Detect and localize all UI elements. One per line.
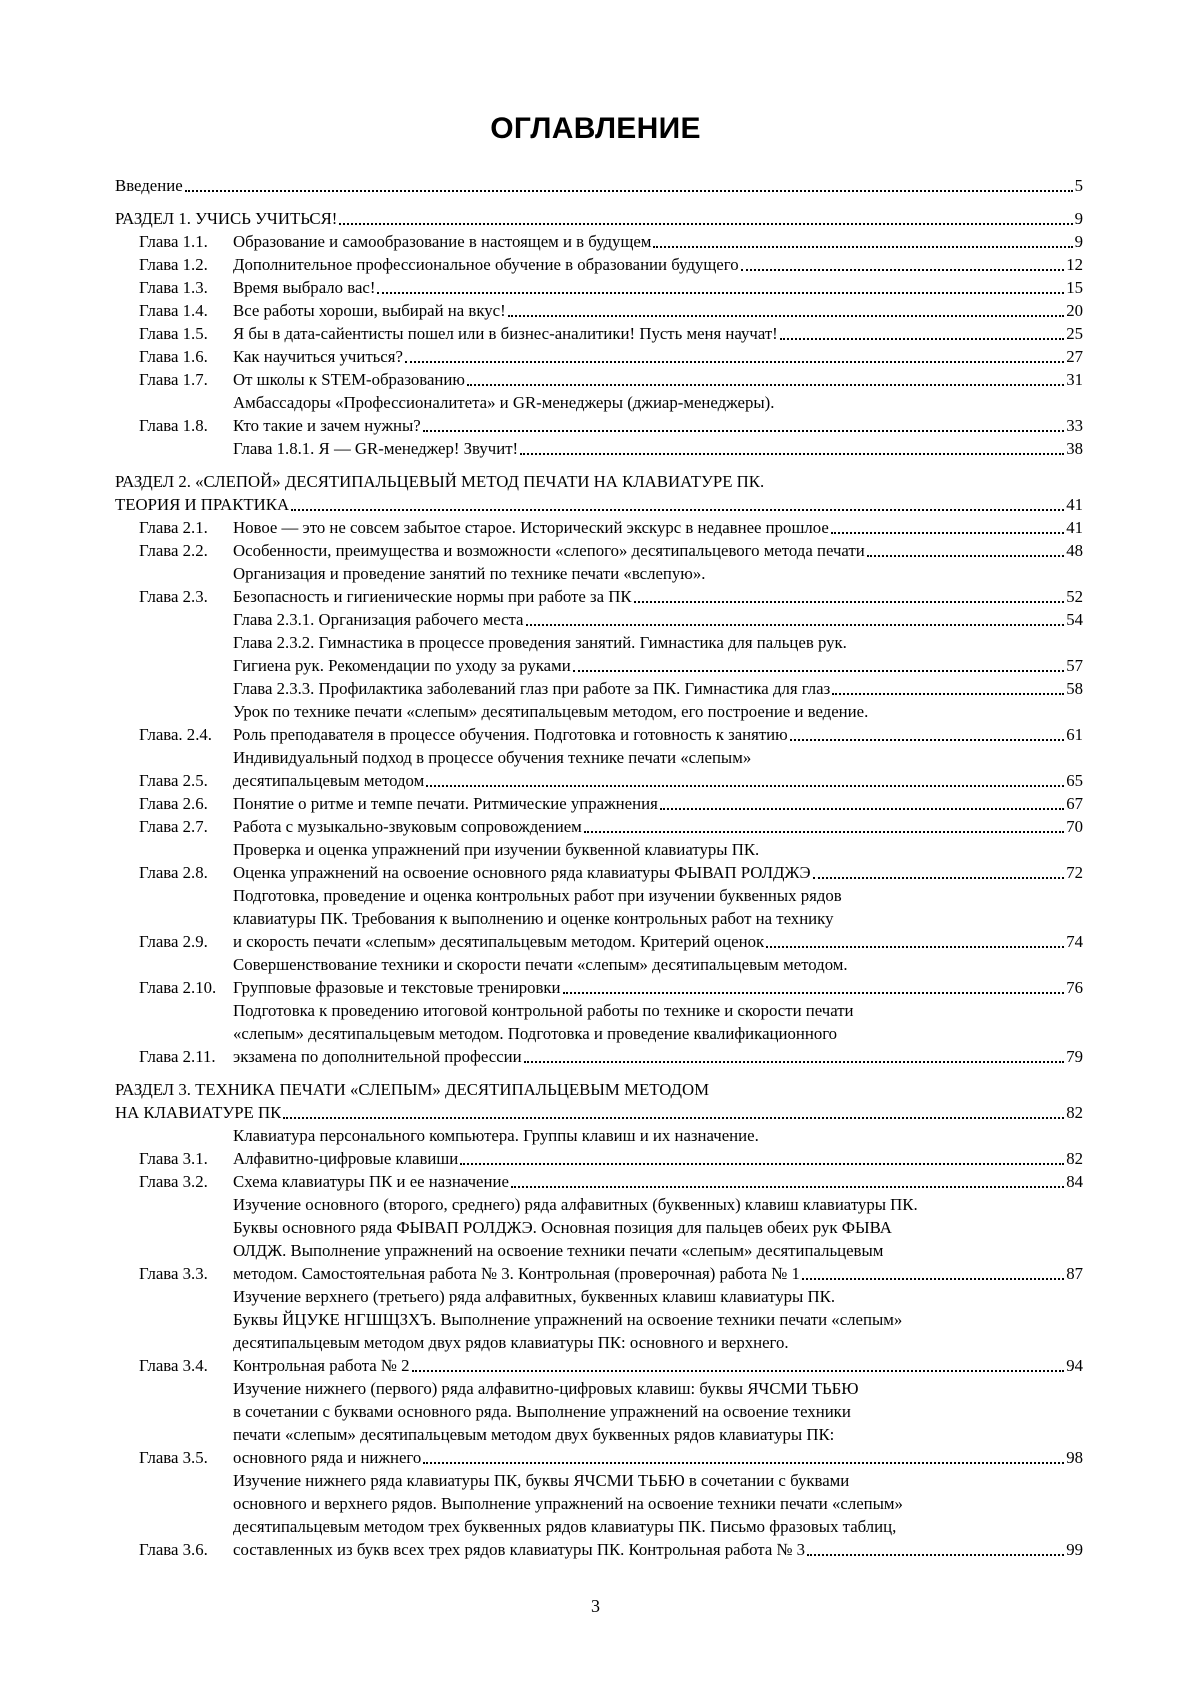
dot-leader [377, 292, 1064, 294]
toc-section-entry[interactable] [115, 470, 1083, 516]
dot-leader [426, 785, 1064, 787]
toc-page-number: 82 [1066, 1149, 1083, 1168]
toc-entry-text: ОЛДЖ. Выполнение упражнений на освоение техники печати «слепым» десятипальцевым [233, 1241, 884, 1260]
toc-entry-text: ТЕОРИЯ И ПРАКТИКА [115, 495, 290, 514]
toc-page-number: 52 [1066, 587, 1083, 606]
toc-entry-text: основного ряда и нижнего [233, 1448, 422, 1467]
toc-entry-text: Подготовка, проведение и оценка контрольных работ при изучении буквенных рядов [233, 886, 842, 905]
toc-entry-label: Глава 2.5. [139, 771, 208, 790]
toc-entry-text: Я бы в дата-сайентисты пошел или в бизнес-аналитики! Пусть меня научат! [233, 324, 778, 343]
dot-leader [813, 877, 1065, 879]
toc-page-number: 41 [1066, 518, 1083, 537]
toc-entry-label: Глава 1.2. [139, 255, 208, 274]
toc-page-number: 41 [1066, 495, 1083, 514]
toc-chapter-entry[interactable] [115, 230, 1083, 253]
toc-page-number: 58 [1066, 679, 1083, 698]
toc-chapter-entry[interactable] [115, 815, 1083, 838]
dot-leader [405, 361, 1064, 363]
dot-leader [653, 246, 1072, 248]
toc-entry-text: составленных из букв всех трех рядов клавиатуры ПК. Контрольная работа № 3 [233, 1540, 806, 1559]
toc-entry-text: Организация и проведение занятий по технике печати «вслепую». [233, 564, 706, 583]
toc-entry-text: Введение [115, 176, 183, 195]
toc-entry-text: Как научиться учиться? [233, 347, 403, 366]
toc-page-number: 72 [1066, 863, 1083, 882]
toc-entry-text: Глава 2.3.1. Организация рабочего места [233, 610, 524, 629]
toc-chapter-entry[interactable] [115, 276, 1083, 299]
dot-leader [563, 992, 1065, 994]
dot-leader [423, 430, 1064, 432]
toc-entry-label: Глава 2.7. [139, 817, 208, 836]
toc-section-entry[interactable] [115, 1078, 1083, 1124]
toc-entry-text: Оценка упражнений на освоение основного ряда клавиатуры ФЫВАП РОЛДЖЭ [233, 863, 811, 882]
toc-page-number: 27 [1066, 347, 1083, 366]
dot-leader [660, 808, 1064, 810]
toc-entry-text: НА КЛАВИАТУРЕ ПК [115, 1103, 282, 1122]
toc-page-number: 54 [1066, 610, 1083, 629]
toc-chapter-entry[interactable] [115, 322, 1083, 345]
dot-leader [832, 693, 1064, 695]
toc-entry-text: десятипальцевым методом двух рядов клавиатуры ПК: основного и верхнего. [233, 1333, 789, 1352]
toc-chapter-entry[interactable] [115, 1124, 1083, 1170]
toc-entry-label: Глава 2.10. [139, 978, 217, 997]
toc-entry-label: Глава 3.6. [139, 1540, 208, 1559]
toc-chapter-entry[interactable] [115, 516, 1083, 539]
toc-page-number: 48 [1066, 541, 1083, 560]
toc-entry-label: Глава 3.2. [139, 1172, 208, 1191]
dot-leader [766, 946, 1064, 948]
toc-entry-text: РАЗДЕЛ 2. «СЛЕПОЙ» ДЕСЯТИПАЛЬЦЕВЫЙ МЕТОД ПЕЧАТИ НА КЛАВИАТУРЕ ПК. [115, 472, 765, 491]
dot-leader [511, 1186, 1064, 1188]
toc-chapter-entry[interactable] [115, 792, 1083, 815]
toc-chapter-entry[interactable] [115, 1377, 1083, 1469]
dot-leader [283, 1117, 1064, 1119]
toc-entry-text: РАЗДЕЛ 3. ТЕХНИКА ПЕЧАТИ «СЛЕПЫМ» ДЕСЯТИПАЛЬЦЕВЫМ МЕТОДОМ [115, 1080, 710, 1099]
toc-entry-label: Глава 3.3. [139, 1264, 208, 1283]
toc-entry-label: Глава 2.6. [139, 794, 208, 813]
toc-entry-text: Изучение верхнего (третьего) ряда алфавитных, буквенных клавиш клавиатуры ПК. [233, 1287, 836, 1306]
toc-entry-text: Гигиена рук. Рекомендации по уходу за руками [233, 656, 571, 675]
toc-entry-label: Глава 1.8. [139, 416, 208, 435]
dot-leader [573, 670, 1065, 672]
toc-entry-text: Глава 2.3.3. Профилактика заболеваний глаз при работе за ПК. Гимнастика для глаз [233, 679, 831, 698]
toc-entry-text: Клавиатура персонального компьютера. Группы клавиш и их назначение. [233, 1126, 759, 1145]
toc-chapter-entry[interactable] [115, 677, 1083, 700]
toc-entry-text: От школы к STEM-образованию [233, 370, 465, 389]
toc-entry-label: Глава 1.4. [139, 301, 208, 320]
page-title: ОГЛАВЛЕНИЕ [490, 112, 701, 145]
toc-section-entry[interactable] [115, 207, 1083, 230]
toc-entry-text: в сочетании с буквами основного ряда. Выполнение упражнений на освоение техники [233, 1402, 851, 1421]
toc-entry-text: Роль преподавателя в процессе обучения. Подготовка и готовность к занятию [233, 725, 788, 744]
toc-page-number: 57 [1066, 656, 1083, 675]
toc-entry-text: Изучение основного (второго, среднего) ряда алфавитных (буквенных) клавиш клавиатуры ПК. [233, 1195, 918, 1214]
toc-chapter-entry[interactable] [115, 608, 1083, 631]
toc-entry-text: Схема клавиатуры ПК и ее назначение [233, 1172, 509, 1191]
page-number: 3 [591, 1596, 600, 1616]
toc-chapter-entry[interactable] [115, 1193, 1083, 1285]
toc-entry-text: экзамена по дополнительной профессии [233, 1047, 522, 1066]
toc-entry-text: Кто такие и зачем нужны? [233, 416, 421, 435]
toc-page-number: 84 [1066, 1172, 1083, 1191]
dot-leader [524, 1061, 1065, 1063]
toc-entry-text: Глава 1.8.1. Я — GR-менеджер! Звучит! [233, 439, 519, 458]
toc-entry-text: Работа с музыкально-звуковым сопровождением [233, 817, 582, 836]
dot-leader [526, 624, 1065, 626]
toc-chapter-entry[interactable] [115, 391, 1083, 437]
toc-entry-text: Индивидуальный подход в процессе обучения технике печати «слепым» [233, 748, 752, 767]
toc-chapter-entry[interactable] [115, 368, 1083, 391]
toc-entry-text: Новое — это не совсем забытое старое. Исторический экскурс в недавнее прошлое [233, 518, 829, 537]
dot-leader [460, 1163, 1064, 1165]
dot-leader [412, 1370, 1065, 1372]
toc-chapter-entry[interactable] [115, 1170, 1083, 1193]
toc-page-number: 65 [1066, 771, 1083, 790]
toc-entry-text: Изучение нижнего (первого) ряда алфавитно-цифровых клавиш: буквы ЯЧСМИ ТЬБЮ [233, 1379, 859, 1398]
toc-entry-text: Глава 2.3.2. Гимнастика в процессе проведения занятий. Гимнастика для пальцев рук. [233, 633, 847, 652]
dot-leader [790, 739, 1065, 741]
toc-page-number: 31 [1066, 370, 1083, 389]
toc-entry-text: клавиатуры ПК. Требования к выполнению и оценке контрольных работ на технику [233, 909, 834, 928]
toc-entry-text: «слепым» десятипальцевым методом. Подготовка и проведение квалификационного [233, 1024, 838, 1043]
toc-chapter-entry[interactable] [115, 953, 1083, 999]
toc-page-number: 9 [1074, 209, 1083, 228]
toc-page-number: 5 [1074, 176, 1083, 195]
toc-entry-label: Глава 2.9. [139, 932, 208, 951]
dot-leader [423, 1462, 1064, 1464]
toc-chapter-entry[interactable] [115, 562, 1083, 608]
toc-page-number: 98 [1066, 1448, 1083, 1467]
toc-chapter-entry[interactable] [115, 345, 1083, 368]
toc-entry-label: Глава 1.1. [139, 232, 208, 251]
toc-entry-text: Контрольная работа № 2 [233, 1356, 410, 1375]
toc-page-number: 87 [1066, 1264, 1083, 1283]
dot-leader [634, 601, 1065, 603]
toc-entry-label: Глава 3.4. [139, 1356, 208, 1375]
toc-entry-text: десятипальцевым методом трех буквенных рядов клавиатуры ПК. Письмо фразовых таблиц, [233, 1517, 897, 1536]
toc-entry-text: Дополнительное профессиональное обучение в образовании будущего [233, 255, 739, 274]
toc-entry-text: Проверка и оценка упражнений при изучении буквенной клавиатуры ПК. [233, 840, 760, 859]
toc-entry-label: Глава 1.7. [139, 370, 208, 389]
toc-page-number: 25 [1066, 324, 1083, 343]
toc-entry-label: Глава 3.5. [139, 1448, 208, 1467]
toc-entry-text: печати «слепым» десятипальцевым методом двух буквенных рядов клавиатуры ПК: [233, 1425, 835, 1444]
toc-section-entry[interactable] [115, 174, 1083, 197]
toc-entry-label: Глава 2.2. [139, 541, 208, 560]
toc-entry-text: Амбассадоры «Профессионалитета» и GR-менеджеры (джиар-менеджеры). [233, 393, 775, 412]
toc-chapter-entry[interactable] [115, 1469, 1083, 1561]
toc-page-number: 15 [1066, 278, 1083, 297]
toc-page-number: 74 [1066, 932, 1083, 951]
toc-chapter-entry[interactable] [115, 539, 1083, 562]
toc-entry-text: Буквы основного ряда ФЫВАП РОЛДЖЭ. Основная позиция для пальцев обеих рук ФЫВА [233, 1218, 892, 1237]
dot-leader [802, 1278, 1064, 1280]
toc-entry-text: Урок по технике печати «слепым» десятипальцевым методом, его построение и ведение. [233, 702, 869, 721]
toc-entry-text: Алфавитно-цифровые клавиши [233, 1149, 459, 1168]
dot-leader [831, 532, 1064, 534]
toc-chapter-entry[interactable] [115, 631, 1083, 677]
toc-entry-text: Особенности, преимущества и возможности «слепого» десятипальцевого метода печати [233, 541, 865, 560]
toc-entry-text: Буквы ЙЦУКЕ НГШЩЗХЪ. Выполнение упражнений на освоение техники печати «слепым» [233, 1310, 903, 1329]
dot-leader [508, 315, 1065, 317]
toc-page-number: 94 [1066, 1356, 1083, 1375]
toc-chapter-entry[interactable] [115, 700, 1083, 746]
toc-chapter-entry[interactable] [115, 999, 1083, 1068]
toc-page-number: 33 [1066, 416, 1083, 435]
toc-entry-text: основного и верхнего рядов. Выполнение упражнений на освоение техники печати «слепым» [233, 1494, 903, 1513]
dot-leader [185, 190, 1073, 192]
toc-entry-label: Глава 2.1. [139, 518, 208, 537]
toc-page-number: 76 [1066, 978, 1083, 997]
dot-leader [741, 269, 1065, 271]
dot-leader [780, 338, 1064, 340]
toc-page-number: 9 [1074, 232, 1083, 251]
dot-leader [520, 453, 1064, 455]
toc-page-number: 79 [1066, 1047, 1083, 1066]
toc-entry-text: Подготовка к проведению итоговой контрольной работы по технике и скорости печати [233, 1001, 854, 1020]
toc-page-number: 99 [1066, 1540, 1083, 1559]
toc-entry-label: Глава 1.6. [139, 347, 208, 366]
toc-entry-text: Образование и самообразование в настоящем и в будущем [233, 232, 652, 251]
toc-entry-text: Изучение нижнего ряда клавиатуры ПК, буквы ЯЧСМИ ТЬБЮ в сочетании с буквами [233, 1471, 850, 1490]
toc-entry-label: Глава 3.1. [139, 1149, 208, 1168]
toc-chapter-entry[interactable] [115, 838, 1083, 884]
toc-entry-text: методом. Самостоятельная работа № 3. Контрольная (проверочная) работа № 1 [233, 1264, 800, 1283]
toc-chapter-entry[interactable] [115, 437, 1083, 460]
toc-page-number: 12 [1066, 255, 1083, 274]
toc-entry-label: Глава 2.11. [139, 1047, 216, 1066]
toc-entry-text: РАЗДЕЛ 1. УЧИСЬ УЧИТЬСЯ! [115, 209, 338, 228]
toc-page-number: 38 [1066, 439, 1083, 458]
dot-leader [867, 555, 1064, 557]
toc-entry-label: Глава 1.5. [139, 324, 208, 343]
toc-chapter-entry[interactable] [115, 1285, 1083, 1377]
toc-entry-text: Групповые фразовые и текстовые тренировки [233, 978, 561, 997]
toc-entry-text: Понятие о ритме и темпе печати. Ритмические упражнения [233, 794, 658, 813]
toc-chapter-entry[interactable] [115, 884, 1083, 953]
toc-chapter-entry[interactable] [115, 253, 1083, 276]
toc-chapter-entry[interactable] [115, 746, 1083, 792]
toc-entry-text: Все работы хороши, выбирай на вкус! [233, 301, 506, 320]
toc-page-number: 61 [1066, 725, 1083, 744]
toc-entry-text: десятипальцевым методом [233, 771, 425, 790]
dot-leader [291, 509, 1064, 511]
dot-leader [339, 223, 1072, 225]
toc-chapter-entry[interactable] [115, 299, 1083, 322]
toc-page-number: 20 [1066, 301, 1083, 320]
table-of-contents [115, 174, 1083, 1561]
dot-leader [467, 384, 1064, 386]
toc-page-number: 67 [1066, 794, 1083, 813]
dot-leader [584, 831, 1064, 833]
toc-entry-label: Глава 2.3. [139, 587, 208, 606]
toc-entry-label: Глава. 2.4. [139, 725, 212, 744]
dot-leader [807, 1554, 1064, 1556]
toc-page-number: 70 [1066, 817, 1083, 836]
toc-page-number: 82 [1066, 1103, 1083, 1122]
toc-entry-text: Совершенствование техники и скорости печати «слепым» десятипальцевым методом. [233, 955, 848, 974]
toc-entry-label: Глава 2.8. [139, 863, 208, 882]
toc-entry-label: Глава 1.3. [139, 278, 208, 297]
toc-entry-text: Безопасность и гигиенические нормы при работе за ПК [233, 587, 632, 606]
toc-entry-text: и скорость печати «слепым» десятипальцевым методом. Критерий оценок [233, 932, 765, 951]
toc-entry-text: Время выбрало вас! [233, 278, 376, 297]
